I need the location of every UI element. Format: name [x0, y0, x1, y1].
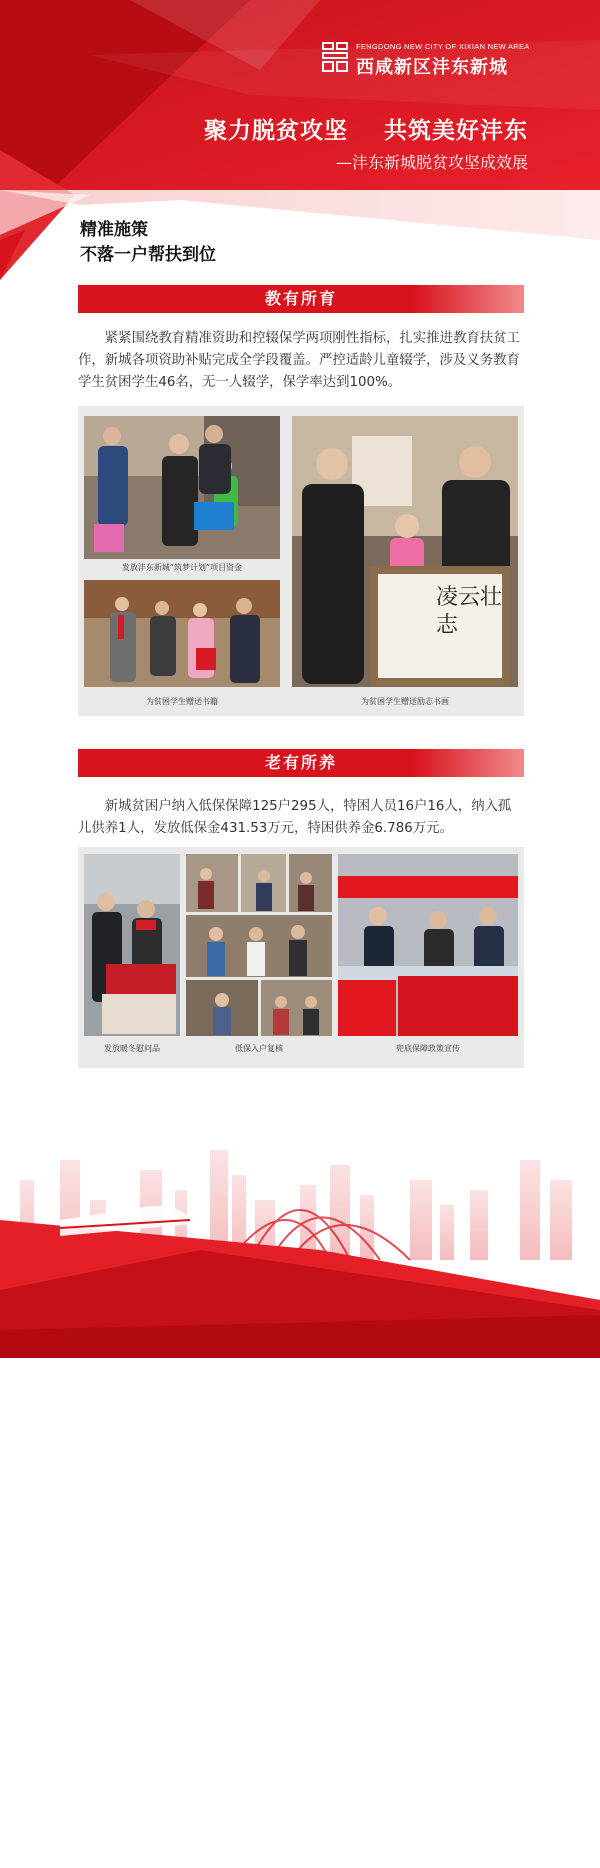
- sign-board-line-2: 政兜底扶贫宣传: [400, 1852, 488, 1867]
- elderly-photo-panel: [78, 847, 524, 1867]
- section-banner-elderly: [78, 749, 524, 777]
- photo-welfare-review: [186, 854, 332, 1036]
- banner-title: 老有所养: [264, 753, 337, 772]
- photo-fund-distribution: [84, 416, 280, 559]
- photo-caption: 发放暖冬慰问品: [104, 1044, 160, 1053]
- photo-caption: 发放沣东新城“筑梦计划”项目资金: [121, 563, 243, 572]
- photo-caption: 兜底保障政策宣传: [396, 1044, 460, 1053]
- photo-caption: 为贫困学生赠送书籍: [146, 697, 218, 706]
- sign-board-line-1: 沣东新城民政局: [400, 1830, 488, 1845]
- brand-english-name: FENGDONG NEW CITY OF XIXIAN NEW AREA: [356, 42, 530, 51]
- section-lead: [80, 218, 216, 268]
- banner-title: 教有所育: [264, 289, 337, 308]
- photo-caption: 低保入户复核: [235, 1044, 283, 1053]
- lead-line-2: 不落一户帮扶到位: [80, 245, 216, 265]
- education-photo-panel: [78, 406, 524, 716]
- education-paragraph: 紧紧围绕教育精准资助和控辍保学两项刚性指标，扎实推进教育扶贫工作，新城各项资助补贴完成全学段覆盖。严控适龄儿童辍学，涉及义务教育学生贫困学生46名，无一人辍学，保学率达到100%。: [78, 331, 520, 390]
- brand-logo-icon: [322, 42, 348, 72]
- lead-line-1: 精准施策: [80, 220, 148, 240]
- page-title: 聚力脱贫攻坚 共筑美好沣东: [203, 118, 528, 144]
- brand-chinese-name: 西咸新区沣东新城: [356, 57, 508, 78]
- section-banner-education: [78, 285, 524, 313]
- elderly-paragraph: 新城贫困户纳入低保保障125户295人，特困人员16户16人，纳入孤儿供养1人，发放低保金431.53万元，特困供养金6.786万元。: [78, 799, 512, 836]
- photo-caption: 为贫困学生赠送励志书画: [361, 697, 449, 706]
- footer-skyline-decoration: [0, 1140, 600, 1358]
- photo-book-donation: [84, 580, 280, 687]
- page-subtitle: —沣东新城脱贫攻坚成效展: [335, 153, 528, 172]
- photo-winter-gifts: [84, 854, 180, 1036]
- photo-calligraphy-gift: [292, 416, 518, 687]
- calligraphy-text: 凌云壮志: [436, 585, 503, 638]
- sign-banner-top: 为事业 促进精神: [424, 1727, 509, 1740]
- photo-policy-promotion: [338, 854, 518, 1036]
